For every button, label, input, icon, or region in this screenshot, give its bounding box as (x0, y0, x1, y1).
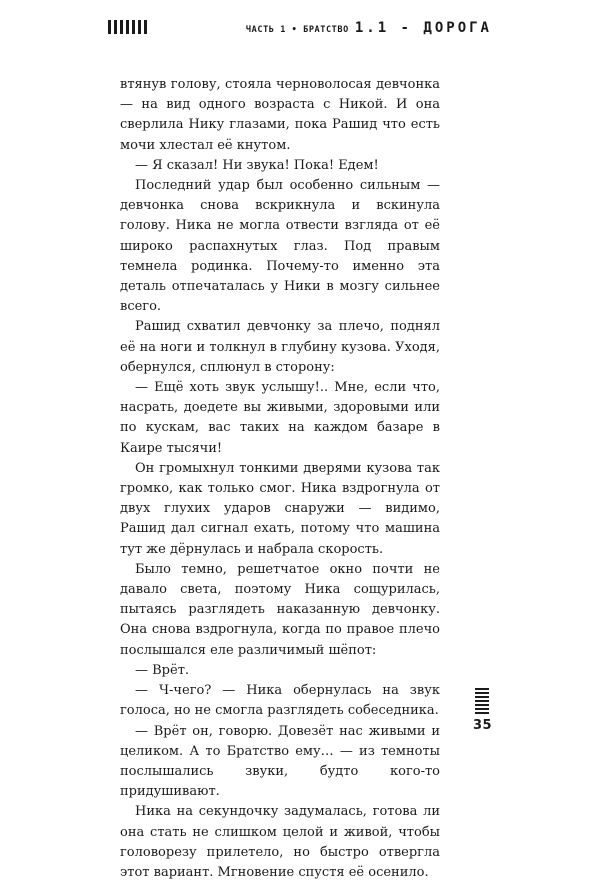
paragraph: втянув голову, стояла черноволосая девчонка — на вид одного возраста с Никой. И она сверлила Нику глазами, пока Рашид что есть мочи хлестал её кнутом. (120, 77, 440, 153)
edge-mark (475, 708, 489, 710)
edge-mark (475, 712, 489, 714)
header-bar (132, 20, 135, 34)
header-bar (108, 20, 111, 34)
paragraph: — Ч-чего? — Ника обернулась на звук голоса, но не смогла разглядеть собеседника. (120, 683, 440, 719)
paragraph: Было темно, решетчатое окно почти не давало света, поэтому Ника сощурилась, пытаясь разглядеть наказанную девчонку. Она снова вздрогнула, когда по правое плечо послышался еле различимый шёпот: (120, 561, 440, 658)
edge-mark (475, 704, 489, 706)
header-decorative-bars (108, 20, 147, 34)
paragraph: — Врёт он, говорю. Довезёт нас живыми и целиком. А то Братство ему… — из темноты послышались звуки, будто кого-то придушивают. (120, 723, 440, 800)
page-number: 35 (473, 718, 493, 733)
header-bar (138, 20, 141, 34)
paragraph: Последний удар был особенно сильным — девчонка снова вскрикнула и вскинула голову. Ника не могла отвести взгляда от её широко распахнутых глаз. Под правым темнела родинка. Почему-то именно эта деталь отпечаталась у Ники в мозгу сильнее всего. (120, 178, 440, 315)
running-head (246, 20, 492, 36)
paragraph: — Врёт. (135, 662, 190, 678)
part-title: ЧАСТЬ 1 • БРАТСТВО (245, 25, 349, 35)
paragraph: Он громыхнул тонкими дверями кузова так громко, как только смог. Ника вздрогнула от двух глухих ударов снаружи — видимо, Рашид дал сигнал ехать, потому что машина тут же дёрнулась и набрала скорость. (120, 460, 440, 557)
chapter-title: 1.1 - ДОРОГА (354, 20, 492, 36)
body-text (120, 75, 440, 883)
edge-mark (475, 692, 489, 694)
paragraph: Рашид схватил девчонку за плечо, поднял её на ноги и толкнул в глубину кузова. Уходя, обернулся, сплюнул в сторону: (120, 319, 440, 375)
paragraph: Ника на секундочку задумалась, готова ли она стать не слишком целой и живой, чтобы головорезу прилетело, но быстро отвергла этот вариант. Мгновение спустя её осенило. (120, 804, 440, 880)
header-bar (114, 20, 117, 34)
edge-mark (475, 696, 489, 698)
header-bar (120, 20, 123, 34)
edge-mark (475, 688, 489, 690)
paragraph: — Ещё хоть звук услышу!.. Мне, если что, насрать, доедете вы живыми, здоровыми или по кускам, вас таких на каждом базаре в Каире тысячи! (120, 380, 440, 456)
page-edge-marks (475, 688, 489, 714)
header-bar (144, 20, 147, 34)
edge-mark (475, 700, 489, 702)
paragraph: — Я сказал! Ни звука! Пока! Едем! (135, 157, 379, 173)
header-bar (126, 20, 129, 34)
